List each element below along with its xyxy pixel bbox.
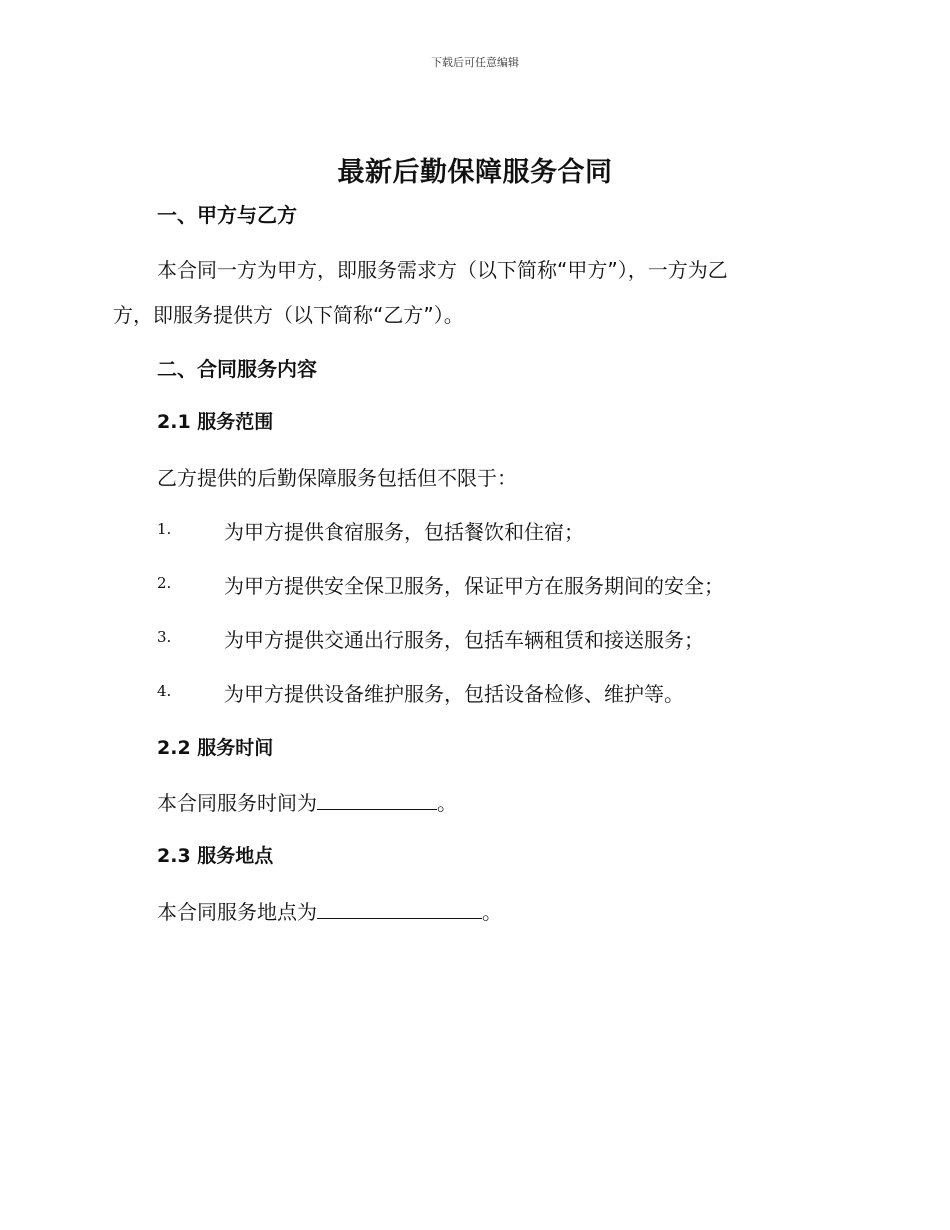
list-item-number: 1. (157, 520, 172, 538)
list-item-text: 为甲方提供设备维护服务，包括设备检修、维护等。 (224, 682, 684, 706)
scope-heading: 2.1 服务范围 (157, 411, 274, 433)
time-paragraph (157, 787, 457, 816)
time-prefix: 本合同服务时间为 (157, 791, 317, 815)
section1-paragraph-line2: 方，即服务提供方（以下简称“乙方”）。 (113, 303, 464, 327)
section1-heading: 一、甲方与乙方 (157, 203, 297, 227)
list-item-number: 4. (157, 682, 172, 700)
header-note: 下载后可任意编辑 (431, 56, 519, 69)
location-prefix: 本合同服务地点为 (157, 900, 317, 924)
list-item-text: 为甲方提供交通出行服务，包括车辆租赁和接送服务； (224, 628, 704, 652)
time-blank-line (317, 791, 437, 810)
section2-heading: 二、合同服务内容 (157, 357, 317, 381)
section1-paragraph-line1: 本合同一方为甲方，即服务需求方（以下简称“甲方”），一方为乙 (157, 258, 728, 282)
list-item-text: 为甲方提供食宿服务，包括餐饮和住宿； (224, 520, 584, 544)
location-suffix: 。 (482, 900, 502, 924)
time-suffix: 。 (437, 791, 457, 815)
document-title: 最新后勤保障服务合同 (337, 157, 613, 188)
location-blank-line (317, 900, 482, 919)
list-item-number: 2. (157, 574, 172, 592)
list-item-text: 为甲方提供安全保卫服务，保证甲方在服务期间的安全； (224, 574, 724, 598)
scope-intro: 乙方提供的后勤保障服务包括但不限于： (157, 466, 517, 490)
list-item-number: 3. (157, 628, 172, 646)
location-paragraph (157, 896, 502, 925)
time-heading: 2.2 服务时间 (157, 737, 274, 759)
location-heading: 2.3 服务地点 (157, 845, 274, 867)
